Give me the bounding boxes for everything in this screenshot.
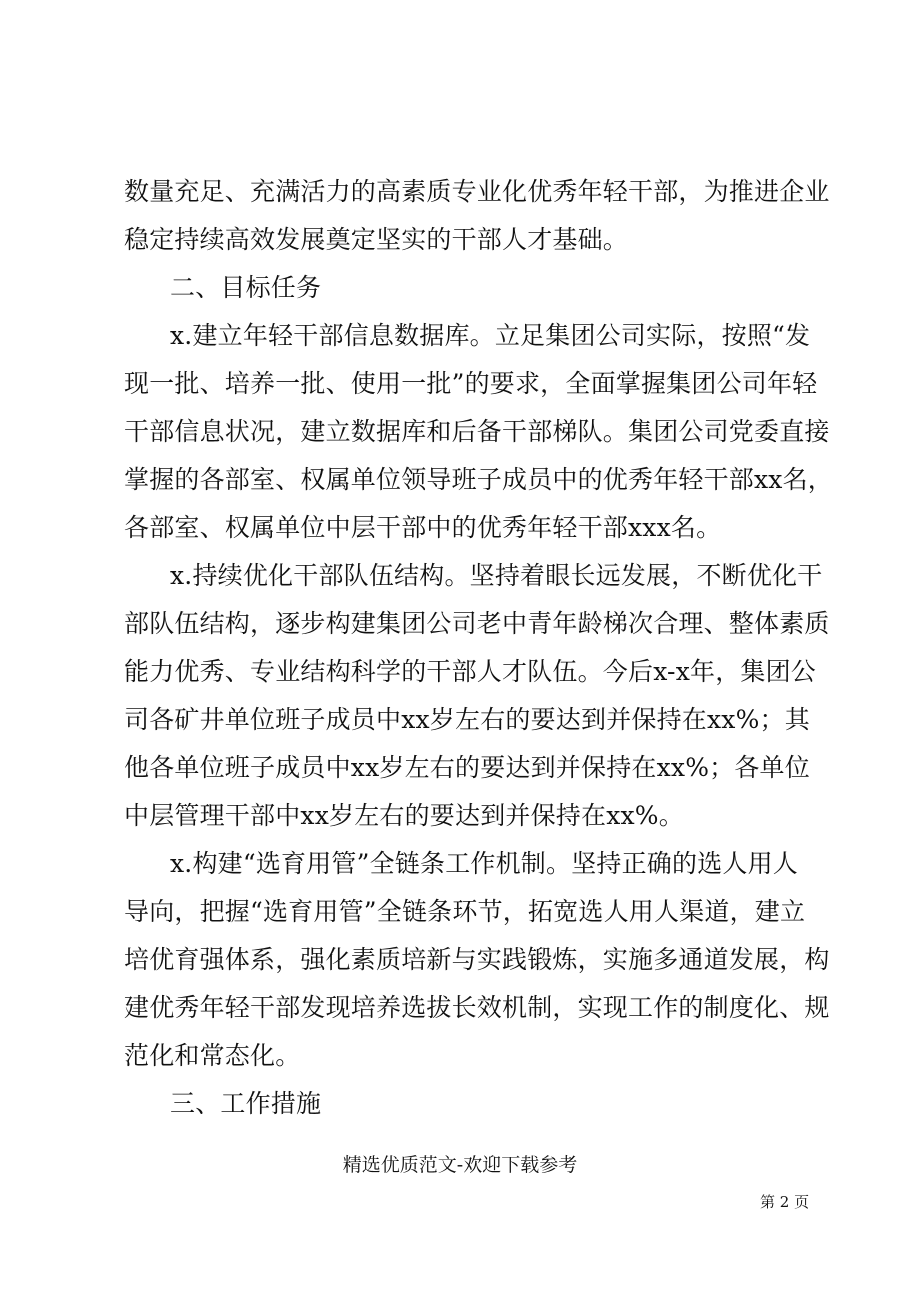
- paragraph-3-line-5: 各部室、权属单位中层干部中的优秀年轻干部xxx名。: [124, 513, 722, 542]
- paragraph-3-line-2: 现一批、培养一批、使用一批”的要求，全面掌握集团公司年轻: [124, 369, 818, 398]
- page-number: 第 2 页: [760, 1193, 810, 1211]
- paragraph-5-line-2: 导向，把握“选育用管”全链条环节，拓宽选人用人渠道，建立: [124, 897, 806, 926]
- paragraph-1-line-2: 稳定持续高效发展奠定坚实的干部人才基础。: [124, 225, 629, 254]
- paragraph-4-line-3: 能力优秀、专业结构科学的干部人才队伍。今后x-x年，集团公: [124, 657, 817, 686]
- paragraph-5-line-3: 培优育强体系，强化素质培新与实践锻炼，实施多通道发展，构: [124, 945, 830, 974]
- paragraph-3-line-3: 干部信息状况，建立数据库和后备干部梯队。集团公司党委直接: [124, 417, 830, 446]
- footer-title: 精选优质范文-欢迎下载参考: [342, 1154, 578, 1176]
- paragraph-4-line-6: 中层管理干部中xx岁左右的要达到并保持在xx%。: [124, 801, 684, 830]
- paragraph-3-line-1: x.建立年轻干部信息数据库。立足集团公司实际，按照“发: [170, 321, 811, 350]
- paragraph-5-line-4: 建优秀年轻干部发现培养选拔长效机制，实现工作的制度化、规: [124, 993, 830, 1022]
- paragraph-3-line-4: 掌握的各部室、权属单位领导班子成员中的优秀年轻干部xx名，: [124, 465, 834, 494]
- paragraph-5-line-1: x.构建“选育用管”全链条工作机制。坚持正确的选人用人: [170, 849, 799, 878]
- paragraph-4-line-2: 部队伍结构，逐步构建集团公司老中青年龄梯次合理、整体素质: [124, 609, 830, 638]
- paragraph-5-line-5: 范化和常态化。: [124, 1041, 301, 1070]
- paragraph-4-line-5: 他各单位班子成员中xx岁左右的要达到并保持在xx%；各单位: [124, 753, 810, 782]
- paragraph-4-line-4: 司各矿井单位班子成员中xx岁左右的要达到并保持在xx%；其: [124, 705, 810, 734]
- paragraph-4-line-1: x.持续优化干部队伍结构。坚持着眼长远发展，不断优化干: [170, 561, 823, 590]
- paragraph-1-line-1: 数量充足、充满活力的高素质专业化优秀年轻干部，为推进企业: [124, 177, 830, 206]
- section-heading-measures: 三、工作措施: [170, 1089, 322, 1118]
- section-heading-targets: 二、目标任务: [170, 273, 322, 302]
